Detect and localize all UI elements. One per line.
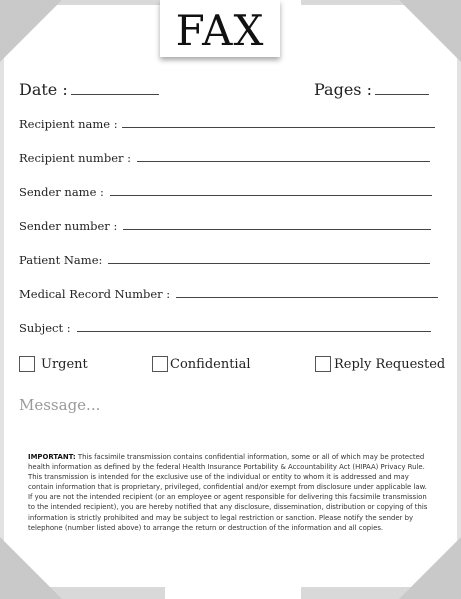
- date-field[interactable]: [71, 93, 159, 95]
- notice-body: This facsimile transmission contains confidential information, some or all of which may be protected health information as defined by the federal Health Insurance Portability & Accountability Act (HIPAA) Privacy Rule. This transmission is intended for the exclusive use of the individual or entity to whom it is addressed and may contain information that is proprietary, privileged, confidential and/or exempt from disclosure under applicable law. If you are not the intended recipient (or an employee or agent responsible for delivering this facsimile transmission to the intended recipient), you are hereby notified that any disclosure, dissemination, distribution or copying of this information is strictly prohibited and may be subject to legal restriction or sanction. Please notify the sender by telephone (number listed above) to arrange the return or destruction of the information and all copies.: [28, 453, 428, 532]
- message-field[interactable]: Message...: [19, 396, 101, 414]
- date-row: [19, 80, 159, 99]
- reply-requested-checkbox[interactable]: [315, 356, 331, 372]
- corner-top-left: [0, 0, 62, 62]
- urgent-label: Urgent: [41, 356, 88, 372]
- title-box: [160, 0, 280, 57]
- reply-requested-label: Reply Requested: [334, 356, 446, 372]
- patient-name-row: [19, 253, 430, 267]
- right-border: [457, 0, 461, 599]
- medical-record-label: Medical Record Number :: [19, 287, 171, 301]
- confidentiality-notice: [28, 452, 433, 533]
- checkbox-row: [19, 356, 449, 376]
- date-label: Date :: [19, 80, 68, 99]
- confidential-checkbox[interactable]: [152, 356, 168, 372]
- reply-requested-option[interactable]: [315, 356, 445, 372]
- patient-name-label: Patient Name:: [19, 253, 103, 267]
- sender-number-label: Sender number :: [19, 219, 118, 233]
- recipient-number-row: [19, 151, 430, 165]
- page-title: FAX: [175, 6, 265, 55]
- pages-label: Pages :: [314, 80, 372, 99]
- recipient-number-field[interactable]: [137, 160, 430, 162]
- recipient-number-label: Recipient number :: [19, 151, 132, 165]
- urgent-option[interactable]: [19, 356, 88, 372]
- corner-bottom-right: [399, 537, 461, 599]
- subject-row: [19, 321, 431, 335]
- sender-name-field[interactable]: [110, 194, 432, 196]
- medical-record-row: [19, 287, 438, 301]
- sender-number-row: [19, 219, 431, 233]
- pages-row: [314, 80, 429, 99]
- confidential-option[interactable]: [152, 356, 251, 372]
- corner-bottom-left: [0, 537, 62, 599]
- medical-record-field[interactable]: [176, 296, 438, 298]
- sender-name-row: [19, 185, 432, 199]
- sender-number-field[interactable]: [123, 228, 431, 230]
- left-border: [0, 0, 4, 599]
- corner-top-right: [399, 0, 461, 62]
- recipient-name-row: [19, 117, 435, 131]
- patient-name-field[interactable]: [108, 262, 430, 264]
- subject-field[interactable]: [77, 330, 431, 332]
- recipient-name-field[interactable]: [122, 126, 435, 128]
- notice-heading: IMPORTANT:: [28, 453, 76, 461]
- recipient-name-label: Recipient name :: [19, 117, 118, 131]
- pages-field[interactable]: [375, 93, 429, 95]
- sender-name-label: Sender name :: [19, 185, 104, 199]
- subject-label: Subject :: [19, 321, 71, 335]
- urgent-checkbox[interactable]: [19, 356, 35, 372]
- confidential-label: Confidential: [170, 356, 251, 372]
